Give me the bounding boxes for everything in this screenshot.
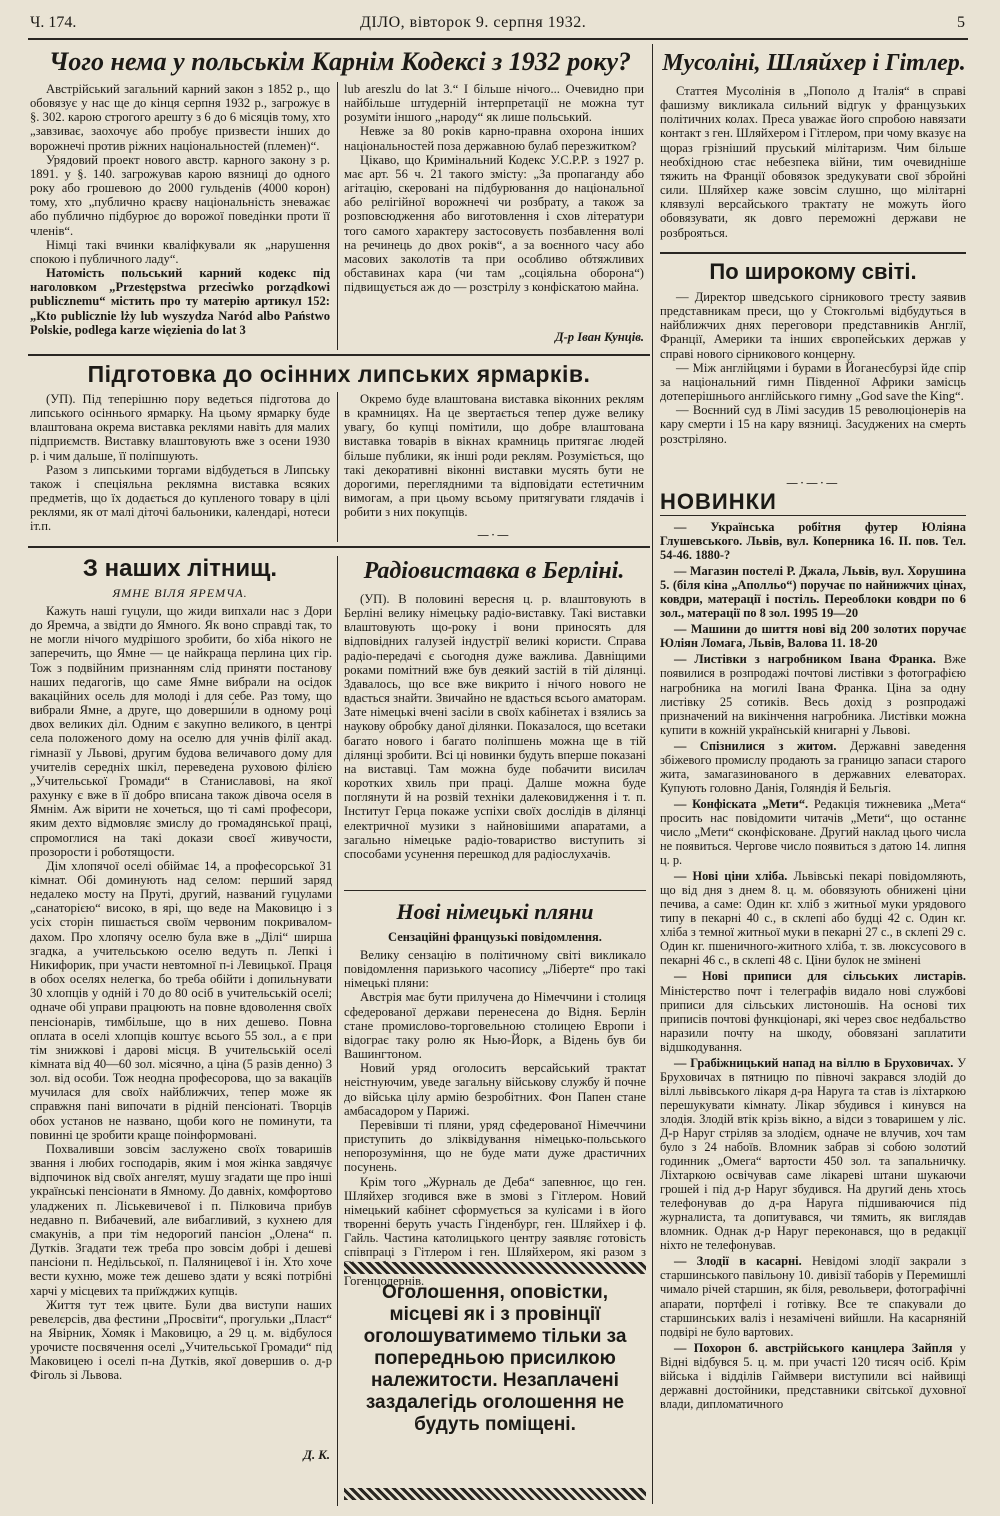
news-item-text: Редакція тижневика „Мета“ просить нас повідомити читачів „Мети“, що останнє число „Мети“ сконфісковане. Другий наклад цього числа не появиться. Чергове число появиться з датою 14. липня ц. р. [660, 796, 966, 868]
header-rule [28, 38, 968, 40]
paragraph: (УП). Під теперішню пору ведеться підготова до липського осіннього ярмарку. На цьому ярмарку буде влаштована окрема виставка реклями навіть для малих підприємств. Виставку влаштовують вже з осени 1930 р. і чим дальше, її поліпшують. [30, 392, 330, 463]
paragraph: Велику сензацію в політичному світі викликало повідомлення паризького часопису „Ліберте“ про такі німецькі пляни: [344, 948, 646, 991]
article-subtitle-summer: ЯМНЕ ВІЛЯ ЯРЕМЧА. [112, 586, 248, 600]
paragraph: Німці такі вчинки кваліфкували як „нарушення спокою і публичного ладу“. [30, 237, 330, 266]
article-summer-body [30, 604, 332, 1446]
paragraph: Разом з липськими торгами відбудеться в Липську також і спеціяльна реклямна виставка всяких предметів, що їх додається до купленого товару в цілі реклями, як от малі діточі бальоники, календарі, нотеси іт.п. [30, 462, 330, 534]
article-mussolini-body [660, 84, 966, 249]
article-title-world: По широкому світі. [709, 259, 917, 284]
news-item [660, 969, 966, 1053]
news-item-heading: — Листівки з нагробником Івана Франка. [674, 652, 936, 667]
news-item-text: Невідомі злодії закрали з старшинського павільону 10. дивізії таборів у Перемишлі чимало річей старшин, як біля, револьвери, фотографічні апарати, портфелі і готівку. Все те спакували до старшинських валіз і незамічені вийшли. На касарняній подвірі не було вартових. [660, 1254, 966, 1339]
section-rule [660, 515, 966, 516]
ornament-divider: —·—·— [786, 476, 840, 490]
news-item-heading: — Похорон б. австрійського канцлера Зайпля [674, 1340, 953, 1355]
news-item-heading: — Грабіжницький напад на віллю в Бруховичах. [674, 1055, 954, 1070]
news-item [660, 1341, 966, 1411]
paragraph: lub areszlu do lat 3.“ І більше нічого... Очевидно при найбільше штудерній інтерпретації не можна тут розуміти іншого „народу“ як лише польський. [344, 82, 644, 125]
paragraph: Невже за 80 років карно-правна охорона інших національностей поза державною булаб перезжитком? [344, 124, 644, 153]
paragraph: (УП). В половині вересня ц. р. влаштовують в Берліні велику німецьку радіо-виставку. Такі виставки влаштовують що-року і вони приносять для відповідних галузей індустрії великі користи. Справа радіо-передачі є сьогодня дуже важлива. Давніщими роками помітний вже був деякий застій в тій ділянці. Здавалось, що все вже викрито і нічого нового не вдасться знайти. Звичайно не вдасться всього аматорам. Зате німецькі вчені засіли в своїх кабінетах і взялись за наукову обробку даної ділянки. Показалося, що всетаки багато нового і багато поліпшень можна ще в тій ділянці зробити. Всі ці новинки будуть вперше показані на виставці. Там можна буде побачити висилач коротких хвиль при праці. Далше можна буде поглянути й на розвій техніки далековидження і т. п. Інститут Герца покаже успіхи своїх дослідів в ділянці електричної музики з найновішими апаратами, а загально німецьке радіо-товариство виступить зі способами усунення перешкод для радіослухачів. [344, 592, 646, 861]
paragraph: Перевівши ті пляни, уряд сфедерованої Німеччини приступить до зліквідування німецько-польського непорозуміння, що не буде мати дуже драстичних посунень. [344, 1117, 646, 1175]
paragraph: Новий уряд оголосить версайський трактат неістнуючим, уведе загальну військову службу й почне до війська цілу армію безробітних. Фон Папен стане амбасадором у Парижі. [344, 1061, 646, 1118]
paragraph: Кажуть наші гуцули, що жиди випхали нас з Дори до Яремча, а звідти до Ямного. Як воно справді так, то не могли нічого мудрішого зробити, бо хіба нікого не заперечить, що Ямне — це найкраща перлина цих гір. Тож з подвійним признанням слід приняти постанову наших педагогів, що саме Ямне вибрали на осідок вакаційних осель для молоді і для себе. Раз тому, що вибрали Ямне, а друге, що доверши́ли в одному році двох великих діл. Одним є закупно великого, в центрі села положеного дому на оселю для учнів філії акад. гімназії у Львові, другим будова величавого дому для учителів середніх шкіл, переведена руховою філією „Учительської Громади“ в Станиславові, на якої рахунку є вже в її добро вписана також дівоча оселя в Ямнім. Аж вірити не хочеться, що ті самі професори, яким дехто відмовляє змислу до громадянської праці, спромоглися на такі докази своєї живучости, прозорости і роботящости. [30, 604, 332, 859]
article-title-mussolini: Мусоліні, Шляйхер і Гітлер. [662, 50, 966, 76]
news-item-heading: — Конфіската „Мети“. [674, 796, 809, 811]
news-item [660, 1056, 966, 1253]
masthead-line: ДІЛО, вівторок 9. серпня 1932. [360, 14, 587, 31]
news-list [660, 520, 966, 1510]
news-item-text: Державні заведення збіжевого промислу продають за границю запаси старого жита, замагазинованого в державних елеваторах. Купують головно Данія, Голяндія й Бельгія. [660, 738, 966, 795]
column-rule-main [652, 44, 653, 1504]
news-item [660, 520, 966, 562]
article-radio-body [344, 592, 646, 880]
paragraph: — Директор шведського сірникового тресту заявив представникам преси, що у Стокгольмі відбудуться в найближчих днях переговори представників Англії, Франції, Америки та інших європейських держав у справі нового сірникового концерну. [660, 290, 966, 361]
paragraph: Життя тут теж цвите. Були два виступи наших ревелєрсів, два фестини „Просвіти“, прогульки „Пласт“ на Явірник, Хомяк і Маковицю, а 29 ц. м. відбулося урочисте посвячення оселі „Учительської Громади“ під Маковицею і оселі п-на Дутків, якої довершив о. д-р Фіголь зі Львова. [30, 1297, 332, 1383]
column-rule [337, 392, 338, 542]
news-item [660, 652, 966, 736]
article-title-leipzig: Підготовка до осінних липських ярмарків. [87, 361, 591, 387]
news-item [660, 797, 966, 867]
notice-text: Оголошення, оповістки, місцеві як і з провінції оголошуватимемо тільки за попередньою присилкою належитости. Незаплачені заздалегідь оголошення не будуть поміщені. [363, 1282, 627, 1435]
article-criminal-code-col1 [30, 82, 330, 350]
paragraph: Австрія має бути прилучена до Німеччини і столиця сфедерованої держави перенесена до Відня. Берлін стане промислово-торговельною столицею Европи і відограє таку ролю як Нью-Йорк, а Відень був би Вашингтоном. [344, 990, 646, 1062]
section-rule [660, 252, 966, 254]
news-item-text: Львівські пекарі повідомляють, що від дня з днем 8. ц. м. обовязують обнижені ціни печива, а саме: Один кг. хліб з житньої муки урядового типу в пекарні 40 с., в склепі або будці 42 с. Один кг. хліба з темної житньої муки в пекарні 27 с., в склепі 29 с. Один кг. пшеничного-житного хліба, т. зв. люксусового в пекарні 46 с., в склепі 48 с. Ціни булок не змінені [660, 869, 966, 968]
paragraph: Дім хлопячої оселі обіймає 14, а професорської 31 кімнат. Обі доминують над селом: перший заряд недалеко мосту на Пруті, другий, названий гуцулами „санаторією“ високо, в ярі, що веде на Маковицю і з усіх сторін пишається своїм червоним покривалом-дахом. Про хлопячу оселю була вже в „Ділі“ ширша згадка, а учительською оселю ведуть п. Лепкі і Никифорик, при участи невтомної п-і Левицької. Праця в обох оселях нелегка, бо треба обійти і допильнувати 30 хлопців у одній і 70 до 80 осіб в учительській оселі; одначе обі управи працюють на повне вдоволення своїх пенсіонарів, тимбільше, що в них дешево. Повна оплата в оселі хлопців коштує всього 55 зол., а є при тім знижкові і дарові місця. В учительській оселі кімната від 40—60 зол. місячно, а ціна (5 разів денно) 3 зол. від особи. Тож неодна професорова, що за вакаціїв мучилася для своїх найближчих, тепер може як справжня пані випочати в рідній пенсіонаті. Творців обох установ не названо, щоби кого не поминути, та повинні це зробити краще поінформовані. [30, 858, 332, 1142]
news-item-text: Міністерство почт і телеграфів видало нові службові приписи для сільських листоношів. На основі тих приписів почтові функціонарі, які через своє недбальство наразили почту на шкоду, обовязані заплатити відшкодування. [660, 983, 966, 1054]
article-criminal-code-col2 [344, 82, 644, 334]
news-item [660, 622, 966, 650]
article-signature: Д. К. [303, 1448, 330, 1462]
news-item-text: Вже появилися в розпродажі почтові листівки з фотографією нагробника на могилі Івана Франка. Ціна за одну листівку 25 сотиків. Весь дохід з розпродажі призначений на викінчення нагробника. Листівки можна купити в кожній українській книгарні у Львові. [660, 652, 966, 737]
column-rule [337, 556, 338, 1506]
article-title-criminal-code: Чого нема у польськім Карнім Кодексі з 1932 року? [48, 47, 632, 76]
paragraph: Крім того „Журналь де Деба“ запевнює, що ген. Шляйхер згодився вже в змові з Гітлером. Новий німецький кабінет сформується за кулісами і в його творенні беруть участь Гінденбург, ген. Шляйхер і ф. Гайль. Частина католицького центру заявляє готовість співпраці з Гітлером і ген. Шляйхером, які разом з Гогенцолернів. [344, 1174, 646, 1288]
article-title-radio: Радіовиставка в Берліні. [363, 558, 625, 584]
news-item-heading: — Нові приписи для сільських листарів. [674, 969, 966, 984]
section-rule [28, 546, 650, 548]
news-item-text: — Машини до шиття нові від 200 золотих поручає Юліян Ломага, Львів, Валова 11. 18-20 [660, 622, 966, 651]
news-item-heading: — Нові ціни хліба. [674, 869, 788, 884]
news-item-heading: — Спізнилися з житом. [674, 738, 837, 753]
paragraph: Австрійський загальний карний закон з 1852 р., що обовязує у нас ще до кінця серпня 1932 р., загрожує в §. 302. карою строгого арешту з 6 до 6 місяців тому, хто „завзиває, заохочує або пробує призвести інших до ворожнечі против ріжних національностей (племен)“. [30, 82, 330, 153]
paragraph: — Між англійцями і бурами в Йоганесбурзі йде спір за національний гимн Південної Африки замісць дотеперішнього англійського гимну „God save the King“. [660, 360, 966, 404]
news-item [660, 739, 966, 795]
article-leipzig-col1 [30, 392, 330, 542]
paragraph: Натомість польський карний кодекс під наголовком „Przestępstwa przeciwko porządkowi publicznemu“ містить про ту матерію артикул 152: „Kto publicznie lży lub wyszydza Naród albo Państwo Polskie, podlega karze więzienia do lat 3 [30, 266, 330, 337]
news-item-text: У Бруховичах в пятницю по півночі закрався злодій до віллі львівського лікаря д-ра Наруга та став із ліхтаркою перешукувати кімнату. Лікар збудився і кинувся на злодія. Злодій втік крізь вікно, а відси з товаришем у ліс. Д-р Наруг стріляв за злодієм, одначе не влучив, хоч там було з 24 набоїв. Вломник забрав зі собою золотий годинник „Омега“ вартости 450 зол. та запальничку. Ліхтаркою освічував саме лікареві штани шукаючи грошей і під д-р Наруг збудився. На другий день хтось телефонував до д-ра Наруга підшиваючися під журналиста, та допитувався, чи тямить, як виглядав вломник. Однак д-р Наруг переконався, що в редакції ніхто не телефонував. [660, 1055, 966, 1253]
article-subtitle-german-plans: Сензаційні французькі повідомлення. [388, 930, 602, 944]
paragraph: — Воєнний суд в Лімі засудив 15 революціонерів на кару смерти і 15 на кару вязниці. Засуджених на смерть розстріляно. [660, 403, 966, 446]
notice-box [344, 1262, 646, 1500]
news-item [660, 1254, 966, 1338]
news-item-text: у Відні відбувся 5. ц. м. при участі 120 тисяч осіб. Крім війська і відділів Гаймвери виступили всі найвищі державні достойники, представники світської духовної влади, дипломатичного [660, 1340, 966, 1411]
paragraph: Урядовий проект нового австр. карного закону з р. 1891. у §. 140. загрожував карою вязниці до одного року або грошевою до 2000 гульденів (4000 корон) тому, хто „публично краєву національність зневажає або публично підбурює до ворожої поведінки проти її членів“. [30, 152, 330, 238]
news-item [660, 869, 966, 967]
paragraph: Похваливши зовсім заслужено своїх товаришів звання і любих господарів, яким і моя жінка завдячує відпочинок від своїх ангелят, мушу згадати ще про інші українські пенсіонати в Ямному. До давніх, комфортово уладжених п. Ліськевичевої і п. Пілковича прибув недавно п. Вибачевий, але вибагливий, з кухнею для смакунів, а при тім недорогий пансіон „Олена“ п. Дутків. Згадати теж треба про зовсім добрі і дешеві пансіони п. Недільської, п. Паляницевої і ін. Хто хоче вести кухню, може теж дешево здати у всякі потрібні харчі у місцевих та приїжджих купців. [30, 1141, 332, 1298]
paragraph: Статтея Мусолінія в „Пополо д Італія“ в справі фашизму викликала сильний відгук у французьких політичних колах. Преса уважає його спробою навязати контакт з ген. Шляйхером і Гітлером, при чому вказує на щораз грізніший пруський мілітаризм. Чим більше необхідною стає небезпека війни, тим очевидніше тяжить на Франції обовязок зредукувати свої збройні сили. Шляйхер каже зовсім слушно, що мілітарні клявзулі версайського трактату не можуть його обовязувати, як довго переможні держави не розброяться. [660, 84, 966, 240]
paragraph: Окремо буде влаштована виставка віконних реклям в крамницях. На це звертається тепер дуже велику увагу, бо купці помітили, що добре влаштована виставка товарів в вікнах крамниць притягає людей більше публики, як інші роди реклям. Розуміється, що такі декоративні віконні виставки мусять бути не дорогими, переглядними та відповідати естетичним вимогам, а при цьому всьому притягувати глядачів і робити з них покупців. [344, 392, 644, 520]
article-title-german-plans: Нові німецькі пляни [396, 899, 594, 924]
news-item-heading: — Злодії в касарні. [674, 1254, 802, 1269]
news-item-text: — Українська робітня футер Юліяна Глушевського. Львів, вул. Коперника 16. ІІ. пов. Тел. 54-46. 1880-? [660, 520, 966, 563]
news-item [660, 564, 966, 620]
section-rule [344, 890, 646, 891]
news-section-title: НОВИНКИ [660, 489, 777, 514]
ornament-divider: —·— [477, 528, 511, 542]
section-rule [28, 354, 650, 356]
page-header [30, 14, 965, 36]
issue-number: Ч. 174. [30, 14, 77, 31]
page-number: 5 [957, 14, 965, 31]
column-rule [337, 82, 338, 350]
article-leipzig-col2 [344, 392, 644, 532]
hatch-border-top [344, 1262, 646, 1274]
article-title-summer: З наших літнищ. [82, 555, 278, 582]
hatch-border-bottom [344, 1488, 646, 1500]
article-signature: Д-р Іван Кунців. [555, 330, 644, 344]
paragraph: Цікаво, що Кримінальний Кодекс У.С.Р.Р. з 1927 р. має арт. 56 ч. 21 такого змісту: „За пропаганду або агітацію, скеровані на підбурювання до національної або релігійної ворожнечі чи розбрату, а також за розповсюдження або виготовлення і схов літератури того самого характеру застосовуєть позбавлення волі на речинець до двох років“, а за воєнного часу або масових заколотів та при особливо обтяжливих обставинах кара (чи там „соціяльна оборона“) підвищується аж до — розстрілу з конфіскатою майна. [344, 152, 644, 295]
article-german-plans-body [344, 948, 646, 1288]
article-world-body [660, 290, 966, 478]
news-item-text: — Магазин постелі Р. Джала, Львів, вул. Хорушина 5. (біля кіна „Аполльо“) поручає по найнижчих цінах, ковдри, матерації і постіль. Переоблоки ковдри по 6 зол., матерації по 8 зол. 1995 19—20 [660, 564, 966, 621]
